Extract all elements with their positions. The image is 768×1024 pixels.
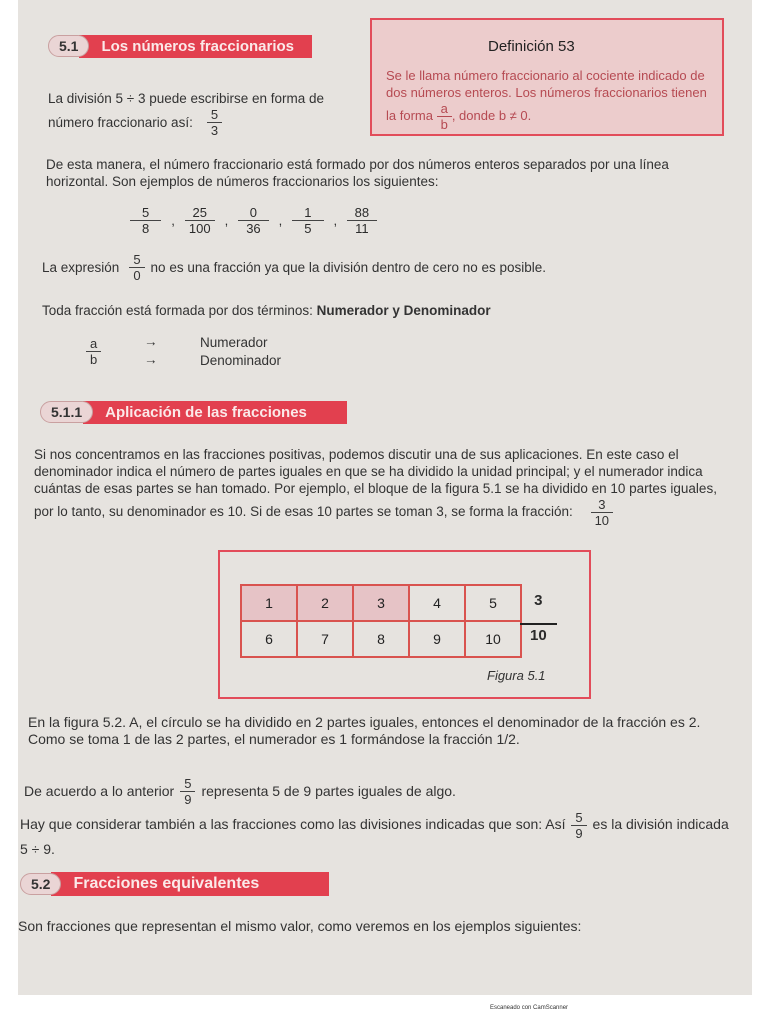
fraction-examples: $\frac{5}{8}$ , $\frac{25}{100}$ , $\frac{0}{36}$ , $\frac{1}{5}$ , $\frac{88}{11}$ bbox=[130, 205, 377, 236]
terms-fraction: $\frac{a}{b}$ bbox=[86, 336, 101, 367]
paragraph-equivalentes: Son fracciones que representan el mismo valor, como veremos en los ejemplos siguientes: bbox=[18, 918, 582, 934]
grid-cell: 7 bbox=[297, 621, 353, 657]
example-fraction: $\frac{1}{5}$ bbox=[292, 205, 323, 236]
section-5-1-1-header bbox=[40, 400, 347, 424]
example-fraction: $\frac{25}{100}$ bbox=[185, 205, 215, 236]
section-number: 5.2 bbox=[20, 873, 61, 895]
intro-text: La división 5 ÷ 3 puede escribirse en forma de número fraccionario así: $\frac{5}{3}$ bbox=[48, 91, 325, 138]
intro-fraction: $\frac{5}{3}$ bbox=[207, 107, 222, 138]
paragraph-definition-explained: De esta manera, el número fraccionario está formado por dos números enteros separados por una línea horizontal. Son ejemplos de números fraccionarios los siguientes: bbox=[46, 157, 669, 189]
definition-fraction: $\frac{a}{b}$ bbox=[437, 101, 452, 132]
arrow-icon: → bbox=[144, 352, 158, 367]
section-title: Fracciones equivalentes bbox=[51, 872, 329, 896]
figure-fraction: $\frac{3}{10}$ bbox=[520, 592, 557, 644]
paragraph-aplicacion: Si nos concentramos en las fracciones positivas, podemos discutir una de sus aplicaciones. En este caso el denominador indica el número de partes iguales en que se ha dividido la unidad principal; y el numerador indica cuántas de esas partes se han tomado. Por ejemplo, el bloque de la figura 5.1 se ha dividido en 10 partes iguales, por lo tanto, su denominador es 10. Si de esas 10 partes se toman 3, se forma la fracción: $\frac{3}{10}$ bbox=[34, 447, 717, 528]
paragraph-fraction: $\frac{3}{10}$ bbox=[591, 497, 613, 528]
definition-text: Se le llama número fraccionario al cociente indicado de dos números enteros. Los números fraccionarios tienen la forma $\frac{a}{b}$ , donde b ≠ 0. bbox=[386, 68, 707, 132]
section-5-2-header bbox=[20, 872, 329, 896]
grid-cell: 2 bbox=[297, 585, 353, 621]
section-title: Aplicación de las fracciones bbox=[83, 401, 347, 424]
paragraph-figure-5-2: En la figura 5.2. A, el círculo se ha dividido en 2 partes iguales, entonces el denominador de la fracción es 2. Como se toma 1 de las 2 partes, el numerador es 1 formándose la fracción 1/2. bbox=[28, 714, 701, 747]
paragraph-cinco-novenos: De acuerdo a lo anterior $\frac{5}{9}$ representa 5 de 9 partes iguales de algo. bbox=[24, 776, 456, 807]
grid-cell: 5 bbox=[465, 585, 521, 621]
paragraph-fraction: $\frac{5}{9}$ bbox=[180, 776, 195, 807]
definition-title: Definición 53 bbox=[488, 38, 575, 55]
example-fraction: $\frac{88}{11}$ bbox=[347, 205, 377, 236]
grid-cell: 9 bbox=[409, 621, 465, 657]
expresion-line: La expresión $\frac{5}{0}$ no es una fracción ya que la división dentro de cero no es posible. bbox=[42, 252, 547, 283]
figure-caption: Figura 5.1 bbox=[487, 668, 546, 683]
arrow-icon: → bbox=[144, 334, 158, 349]
terms-line: Toda fracción está formada por dos términos: Numerador y Denominador bbox=[42, 303, 491, 318]
definition-box bbox=[370, 18, 724, 136]
fraction-grid bbox=[240, 584, 522, 658]
section-title: Los números fraccionarios bbox=[79, 35, 312, 58]
grid-cell: 10 bbox=[465, 621, 521, 657]
grid-cell: 8 bbox=[353, 621, 409, 657]
grid-cell: 6 bbox=[241, 621, 297, 657]
grid-cell: 4 bbox=[409, 585, 465, 621]
section-number: 5.1 bbox=[48, 35, 89, 57]
scanner-watermark: Escaneado con CamScanner bbox=[490, 1005, 569, 1011]
paragraph-divisiones: Hay que considerar también a las fracciones como las divisiones indicadas que son: Así $\frac{5}{9}$ es la división indicada 5 ÷ 9. bbox=[20, 810, 729, 857]
section-5-1-header bbox=[48, 34, 312, 58]
grid-cell: 3 bbox=[353, 585, 409, 621]
section-number: 5.1.1 bbox=[40, 401, 93, 423]
example-fraction: $\frac{5}{8}$ bbox=[130, 205, 161, 236]
grid-cell: 1 bbox=[241, 585, 297, 621]
figure-5-1 bbox=[218, 550, 591, 699]
example-fraction: $\frac{0}{36}$ bbox=[238, 205, 268, 236]
expresion-fraction: $\frac{5}{0}$ bbox=[129, 252, 144, 283]
paragraph-fraction: $\frac{5}{9}$ bbox=[571, 810, 586, 841]
